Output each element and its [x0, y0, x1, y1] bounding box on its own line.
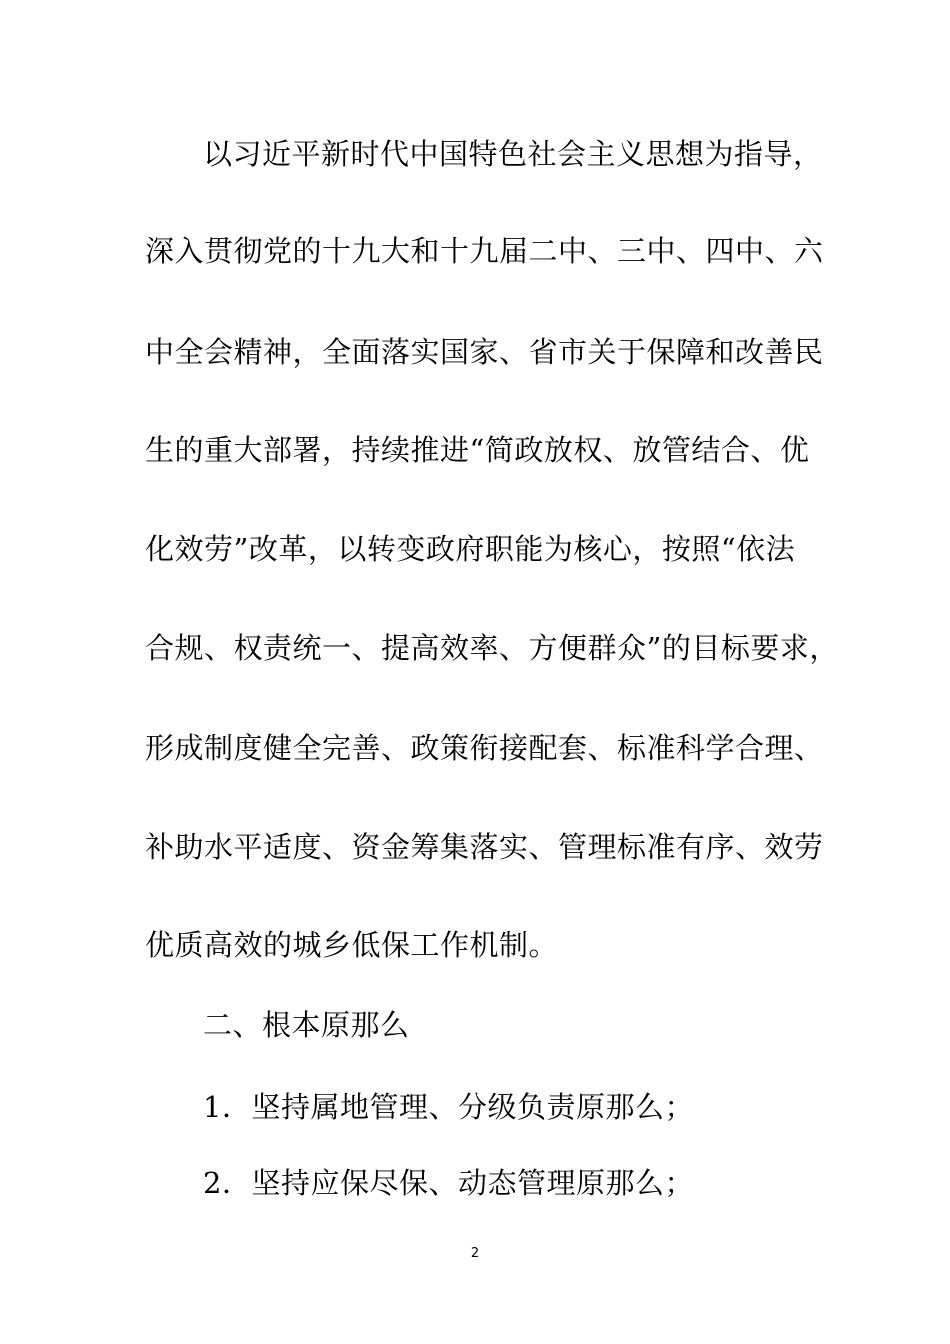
principle-item: 1．坚持属地管理、分级负责原那么； [203, 1090, 694, 1124]
paragraph-line: 生的重大部署，持续推进“简政放权、放管结合、优 [145, 433, 810, 467]
section-heading: 二、根本原那么 [203, 1008, 410, 1042]
paragraph-line: 以习近平新时代中国特色社会主义思想为指导， [203, 137, 823, 171]
paragraph-line: 补助水平适度、资金筹集落实、管理标准有序、效劳 [145, 830, 824, 864]
paragraph-line: 优质高效的城乡低保工作机制。 [145, 928, 559, 962]
principle-item: 2．坚持应保尽保、动态管理原那么； [203, 1166, 694, 1200]
paragraph-line: 形成制度健全完善、政策衔接配套、标准科学合理、 [145, 731, 824, 765]
paragraph-line: 中全会精神，全面落实国家、省市关于保障和改善民 [145, 335, 824, 369]
page-number: 2 [470, 1246, 480, 1261]
paragraph-line: 深入贯彻党的十九大和十九届二中、三中、四中、六 [145, 234, 824, 268]
paragraph-line: 合规、权责统一、提高效率、方便群众”的目标要求， [145, 631, 839, 665]
paragraph-line: 化效劳”改革，以转变政府职能为核心，按照“依法 [145, 532, 796, 566]
